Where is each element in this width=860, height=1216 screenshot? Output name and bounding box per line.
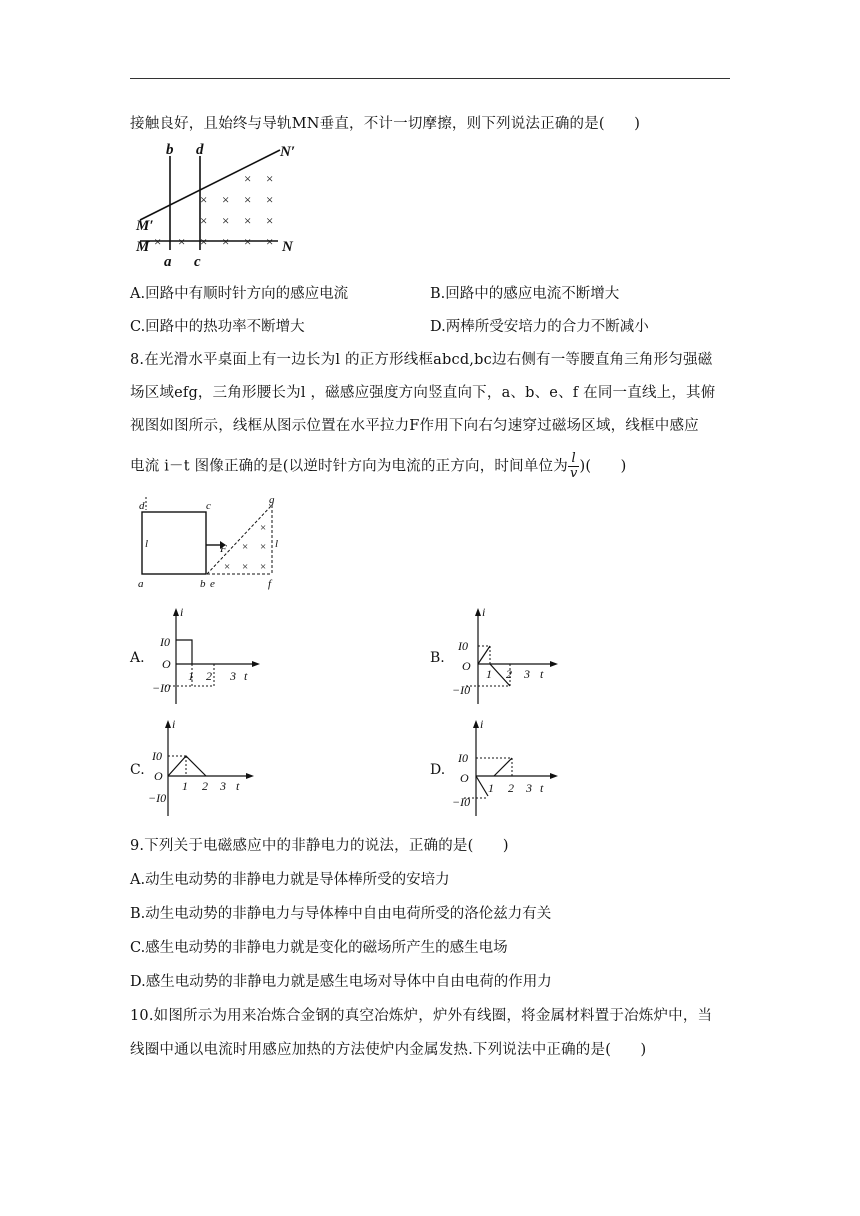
q8-line-4-end: )( ) xyxy=(579,458,627,475)
q8-b-origin: O xyxy=(462,659,471,673)
q8-d-tick-1: 1 xyxy=(488,781,494,795)
q8-line-1: 8.在光滑水平桌面上有一边长为l 的正方形线框abcd,bc边右侧有一等腰直角三角形匀强磁 xyxy=(130,352,713,368)
q7-label-nprime: N′ xyxy=(280,144,296,160)
q8-d-tick-2: 2 xyxy=(508,781,514,795)
q8-d-origin: O xyxy=(460,771,469,785)
svg-text:×: × xyxy=(266,234,274,249)
q8-b-axis-t: t xyxy=(540,667,544,681)
q8-b-neg-i0: −I0 xyxy=(452,683,471,697)
q8-graph-d xyxy=(448,718,568,818)
q8-a-tick-3: 3 xyxy=(230,669,236,683)
q8-label-g: g xyxy=(269,495,275,506)
q7-option-c: C.回路中的热功率不断增大 xyxy=(130,319,305,335)
q8-b-i0: I0 xyxy=(458,639,468,653)
q8-label-e: e xyxy=(210,578,215,590)
q8-a-tick-2: 2 xyxy=(206,669,212,683)
q8-option-c-label: C. xyxy=(130,762,145,778)
q8-label-l-right: l xyxy=(275,538,279,550)
q8-option-d-label: D. xyxy=(430,762,446,778)
svg-text:×: × xyxy=(222,234,230,249)
svg-text:×: × xyxy=(200,192,208,207)
q8-a-axis-t: t xyxy=(244,669,248,683)
q8-c-neg-i0: −I0 xyxy=(148,791,167,805)
svg-text:×: × xyxy=(260,541,267,553)
q8-line-3: 视图如图所示，线框从图示位置在水平拉力F作用下向右匀速穿过磁场区域，线框中感应 xyxy=(130,418,699,434)
q8-line-2: 场区域efg，三角形腰长为l ，磁感应强度方向竖直向下，a、b、e、f 在同一直线上，其俯 xyxy=(130,385,716,401)
svg-text:×: × xyxy=(244,171,252,186)
svg-text:×: × xyxy=(224,561,231,573)
q8-label-d: d xyxy=(139,500,145,512)
q7-option-a: A.回路中有顺时针方向的感应电流 xyxy=(130,286,349,302)
q8-label-f: f xyxy=(268,578,272,590)
q8-frac-num: l xyxy=(568,452,580,467)
q10-line-2: 线圈中通以电流时用感应加热的方法使炉内金属发热.下列说法中正确的是( ) xyxy=(130,1042,647,1058)
q8-d-i0: I0 xyxy=(458,751,468,765)
q8-a-tick-1: 1 xyxy=(188,669,194,683)
q8-c-tick-1: 1 xyxy=(182,779,188,793)
q8-a-axis-i: i xyxy=(180,606,184,619)
q8-label-f-force: F xyxy=(220,543,227,555)
q8-c-tick-2: 2 xyxy=(202,779,208,793)
q8-line-4 xyxy=(130,452,626,481)
q9-option-b: B.动生电动势的非静电力与导体棒中自由电荷所受的洛伦兹力有关 xyxy=(130,906,552,922)
svg-text:×: × xyxy=(242,561,249,573)
q8-label-c: c xyxy=(206,500,211,512)
svg-text:×: × xyxy=(154,234,162,249)
svg-text:×: × xyxy=(200,234,208,249)
svg-text:×: × xyxy=(222,192,230,207)
q7-label-a: a xyxy=(164,254,172,270)
svg-text:×: × xyxy=(244,192,252,207)
q8-c-origin: O xyxy=(154,769,163,783)
q8-b-tick-3: 3 xyxy=(524,667,530,681)
q8-c-tick-3: 3 xyxy=(220,779,226,793)
q7-stem: 接触良好，且始终与导轨MN垂直，不计一切摩擦，则下列说法正确的是( ) xyxy=(130,116,641,132)
q9-option-a: A.动生电动势的非静电力就是导体棒所受的安培力 xyxy=(130,872,450,888)
q8-graph-a xyxy=(150,606,270,706)
svg-text:×: × xyxy=(260,561,267,573)
q7-label-m: M xyxy=(136,239,150,255)
q8-c-i0: I0 xyxy=(152,749,162,763)
q8-d-neg-i0: −I0 xyxy=(452,795,471,809)
header-rule xyxy=(130,78,730,79)
q8-option-a-label: A. xyxy=(130,650,145,666)
q8-c-axis-t: t xyxy=(236,779,240,793)
q8-d-axis-i: i xyxy=(480,718,484,731)
q8-b-axis-i: i xyxy=(482,606,486,619)
q9-option-d: D.感生电动势的非静电力就是感生电场对导体中自由电荷的作用力 xyxy=(130,974,552,990)
q7-label-mprime: M′ xyxy=(136,218,154,234)
svg-text:×: × xyxy=(200,213,208,228)
q9-stem: 9.下列关于电磁感应中的非静电力的说法，正确的是( ) xyxy=(130,838,509,854)
q7-option-b: B.回路中的感应电流不断增大 xyxy=(430,286,620,302)
q8-a-neg-i0: −I0 xyxy=(152,681,171,695)
q8-label-l-left: l xyxy=(145,538,149,550)
q7-figure xyxy=(132,138,302,270)
q8-c-axis-i: i xyxy=(172,718,176,731)
q8-d-axis-t: t xyxy=(540,781,544,795)
q10-line-1: 10.如图所示为用来冶炼合金钢的真空冶炼炉，炉外有线圈，将金属材料置于冶炼炉中，当 xyxy=(130,1008,713,1024)
q7-label-b: b xyxy=(166,142,174,158)
q8-b-tick-2: 2 xyxy=(506,667,512,681)
svg-text:×: × xyxy=(242,541,249,553)
q8-time-unit-fraction xyxy=(568,452,580,481)
q9-option-c: C.感生电动势的非静电力就是变化的磁场所产生的感生电场 xyxy=(130,940,508,956)
svg-text:×: × xyxy=(178,234,186,249)
svg-text:×: × xyxy=(260,522,267,534)
q8-b-tick-1: 1 xyxy=(486,667,492,681)
svg-text:×: × xyxy=(244,213,252,228)
q7-option-d: D.两棒所受安培力的合力不断减小 xyxy=(430,319,649,335)
q8-d-tick-3: 3 xyxy=(526,781,532,795)
q7-label-n: N xyxy=(282,239,293,255)
q8-label-a: a xyxy=(138,578,144,590)
svg-text:×: × xyxy=(244,234,252,249)
svg-text:×: × xyxy=(266,192,274,207)
q8-label-b: b xyxy=(200,578,206,590)
svg-text:×: × xyxy=(222,213,230,228)
q8-option-b-label: B. xyxy=(430,650,445,666)
svg-text:×: × xyxy=(266,171,274,186)
q8-a-i0: I0 xyxy=(160,635,170,649)
q8-graph-c xyxy=(148,718,268,818)
q7-label-c: c xyxy=(194,254,201,270)
svg-text:×: × xyxy=(266,213,274,228)
q7-label-d: d xyxy=(196,142,204,158)
q8-a-origin: O xyxy=(162,657,171,671)
q8-frac-den: v xyxy=(569,466,578,481)
q8-graph-b xyxy=(448,606,568,706)
q8-figure xyxy=(132,495,292,595)
q8-line-4-text: 电流 i－t 图像正确的是(以逆时针方向为电流的正方向，时间单位为 xyxy=(130,458,568,475)
